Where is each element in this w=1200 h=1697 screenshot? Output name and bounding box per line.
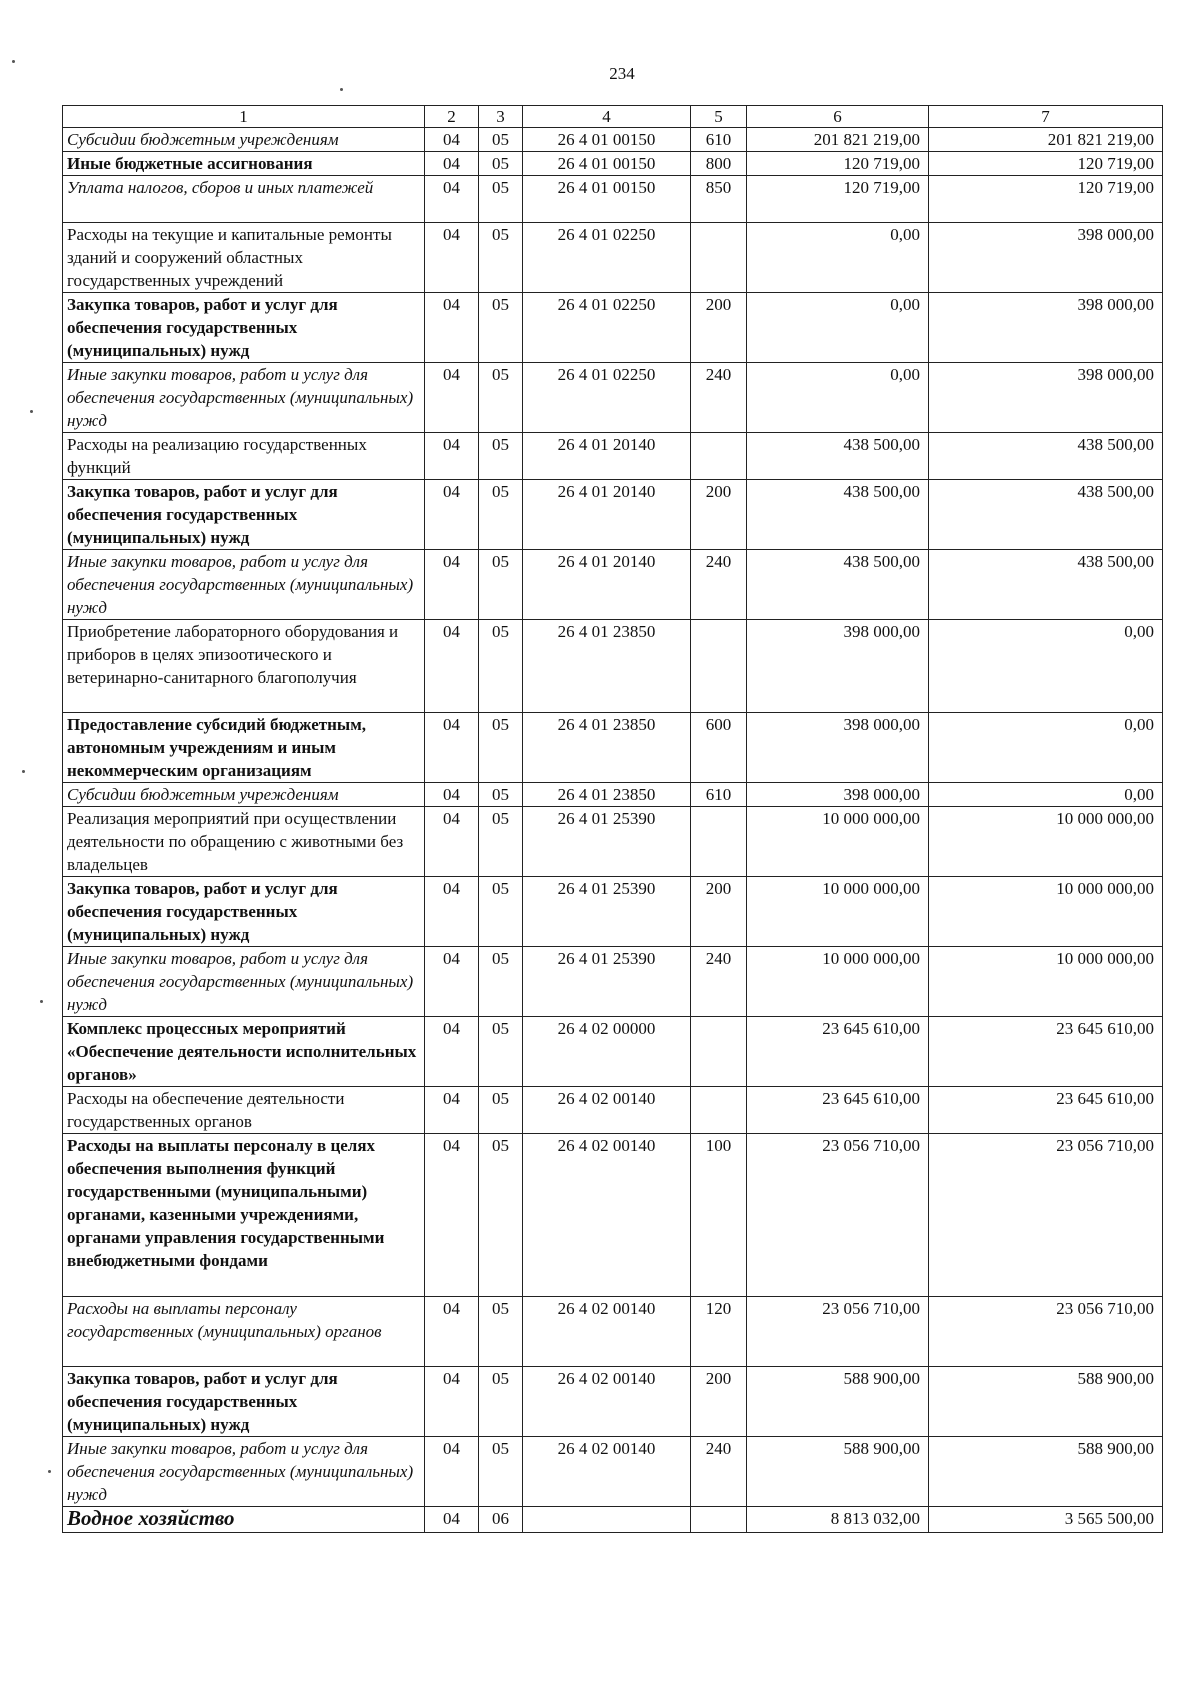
cell-section: 04 — [425, 807, 479, 877]
cell-section: 04 — [425, 1134, 479, 1297]
cell-section: 04 — [425, 713, 479, 783]
cell-target-article: 26 4 01 02250 — [523, 293, 691, 363]
cell-section: 04 — [425, 433, 479, 480]
cell-subsection: 05 — [479, 550, 523, 620]
cell-amount-2: 23 056 710,00 — [929, 1134, 1163, 1297]
cell-amount-2: 10 000 000,00 — [929, 947, 1163, 1017]
cell-amount-2: 398 000,00 — [929, 293, 1163, 363]
cell-name: Иные закупки товаров, работ и услуг для обеспечения государственных (муниципальных) нужд — [63, 947, 425, 1017]
cell-target-article: 26 4 01 20140 — [523, 433, 691, 480]
cell-amount-2: 120 719,00 — [929, 152, 1163, 176]
cell-amount-1: 23 056 710,00 — [747, 1297, 929, 1367]
cell-name: Расходы на реализацию государственных функций — [63, 433, 425, 480]
table-row — [63, 1507, 1163, 1533]
cell-amount-1: 10 000 000,00 — [747, 947, 929, 1017]
cell-subsection: 05 — [479, 783, 523, 807]
cell-name: Расходы на выплаты персоналу государственных (муниципальных) органов — [63, 1297, 425, 1367]
cell-amount-1: 438 500,00 — [747, 480, 929, 550]
page-number: 234 — [609, 64, 635, 83]
header-cell: 4 — [523, 106, 691, 128]
cell-amount-2: 23 645 610,00 — [929, 1017, 1163, 1087]
cell-section: 04 — [425, 550, 479, 620]
table-row — [63, 1087, 1163, 1134]
scan-speck — [340, 88, 343, 91]
cell-target-article: 26 4 02 00140 — [523, 1134, 691, 1297]
cell-subsection: 05 — [479, 480, 523, 550]
cell-subsection: 05 — [479, 363, 523, 433]
scan-speck — [40, 1000, 43, 1003]
cell-section: 04 — [425, 947, 479, 1017]
table-row — [63, 1134, 1163, 1297]
cell-name: Закупка товаров, работ и услуг для обеспечения государственных (муниципальных) нужд — [63, 1367, 425, 1437]
cell-amount-2: 438 500,00 — [929, 550, 1163, 620]
cell-target-article: 26 4 02 00140 — [523, 1437, 691, 1507]
table-row — [63, 877, 1163, 947]
table-row — [63, 363, 1163, 433]
cell-name: Расходы на выплаты персоналу в целях обеспечения выполнения функций государственными (муниципальными) органами, казенными учреждениями, органами управления государственными внебюджетными фондами — [63, 1134, 425, 1297]
cell-expense-type: 200 — [691, 877, 747, 947]
cell-subsection: 06 — [479, 1507, 523, 1533]
table-row — [63, 947, 1163, 1017]
header-cell: 2 — [425, 106, 479, 128]
cell-amount-1: 588 900,00 — [747, 1437, 929, 1507]
table-row — [63, 293, 1163, 363]
cell-name: Приобретение лабораторного оборудования и приборов в целях эпизоотического и ветеринарно-санитарного благополучия — [63, 620, 425, 713]
cell-section: 04 — [425, 128, 479, 152]
cell-section: 04 — [425, 223, 479, 293]
header-cell: 6 — [747, 106, 929, 128]
cell-subsection: 05 — [479, 176, 523, 223]
cell-amount-2: 438 500,00 — [929, 433, 1163, 480]
cell-subsection: 05 — [479, 947, 523, 1017]
cell-amount-1: 120 719,00 — [747, 152, 929, 176]
cell-expense-type: 800 — [691, 152, 747, 176]
cell-name: Иные бюджетные ассигнования — [63, 152, 425, 176]
cell-name: Комплекс процессных мероприятий «Обеспечение деятельности исполнительных органов» — [63, 1017, 425, 1087]
table-row — [63, 620, 1163, 713]
cell-expense-type — [691, 1507, 747, 1533]
cell-expense-type: 240 — [691, 947, 747, 1017]
cell-target-article: 26 4 01 25390 — [523, 947, 691, 1017]
cell-section: 04 — [425, 877, 479, 947]
cell-target-article: 26 4 01 20140 — [523, 480, 691, 550]
header-cell: 5 — [691, 106, 747, 128]
cell-target-article: 26 4 01 25390 — [523, 877, 691, 947]
table-row — [63, 480, 1163, 550]
cell-expense-type: 100 — [691, 1134, 747, 1297]
cell-name: Закупка товаров, работ и услуг для обеспечения государственных (муниципальных) нужд — [63, 877, 425, 947]
cell-expense-type — [691, 1017, 747, 1087]
cell-amount-2: 398 000,00 — [929, 223, 1163, 293]
scan-speck — [22, 770, 25, 773]
cell-expense-type — [691, 807, 747, 877]
cell-section: 04 — [425, 363, 479, 433]
cell-target-article: 26 4 01 23850 — [523, 783, 691, 807]
cell-subsection: 05 — [479, 293, 523, 363]
cell-amount-2: 438 500,00 — [929, 480, 1163, 550]
table-row — [63, 783, 1163, 807]
cell-name: Закупка товаров, работ и услуг для обеспечения государственных (муниципальных) нужд — [63, 293, 425, 363]
cell-name: Предоставление субсидий бюджетным, автономным учреждениям и иным некоммерческим организациям — [63, 713, 425, 783]
cell-target-article: 26 4 02 00140 — [523, 1087, 691, 1134]
table-row — [63, 128, 1163, 152]
cell-amount-1: 438 500,00 — [747, 550, 929, 620]
cell-amount-1: 10 000 000,00 — [747, 807, 929, 877]
cell-target-article: 26 4 01 02250 — [523, 363, 691, 433]
cell-target-article: 26 4 01 02250 — [523, 223, 691, 293]
table-row — [63, 152, 1163, 176]
cell-expense-type: 200 — [691, 293, 747, 363]
cell-name: Расходы на обеспечение деятельности государственных органов — [63, 1087, 425, 1134]
table-row — [63, 713, 1163, 783]
cell-section: 04 — [425, 176, 479, 223]
cell-target-article: 26 4 01 23850 — [523, 620, 691, 713]
cell-amount-1: 398 000,00 — [747, 713, 929, 783]
cell-amount-2: 3 565 500,00 — [929, 1507, 1163, 1533]
table-row — [63, 1437, 1163, 1507]
cell-amount-1: 398 000,00 — [747, 783, 929, 807]
cell-subsection: 05 — [479, 877, 523, 947]
cell-expense-type — [691, 433, 747, 480]
cell-section: 04 — [425, 620, 479, 713]
cell-expense-type: 200 — [691, 1367, 747, 1437]
cell-amount-1: 23 645 610,00 — [747, 1087, 929, 1134]
cell-subsection: 05 — [479, 1437, 523, 1507]
cell-subsection: 05 — [479, 1087, 523, 1134]
cell-expense-type — [691, 1087, 747, 1134]
cell-amount-1: 120 719,00 — [747, 176, 929, 223]
header-cell: 3 — [479, 106, 523, 128]
cell-target-article: 26 4 02 00000 — [523, 1017, 691, 1087]
cell-section: 04 — [425, 293, 479, 363]
cell-amount-1: 0,00 — [747, 363, 929, 433]
cell-amount-2: 0,00 — [929, 783, 1163, 807]
cell-name: Субсидии бюджетным учреждениям — [63, 783, 425, 807]
header-cell: 7 — [929, 106, 1163, 128]
budget-table — [62, 105, 1163, 1533]
cell-subsection: 05 — [479, 807, 523, 877]
cell-section: 04 — [425, 152, 479, 176]
table-row — [63, 1297, 1163, 1367]
cell-section: 04 — [425, 1367, 479, 1437]
table-row — [63, 1367, 1163, 1437]
cell-expense-type: 240 — [691, 550, 747, 620]
cell-amount-1: 23 056 710,00 — [747, 1134, 929, 1297]
cell-section: 04 — [425, 1437, 479, 1507]
cell-expense-type — [691, 620, 747, 713]
cell-expense-type: 610 — [691, 783, 747, 807]
cell-amount-1: 201 821 219,00 — [747, 128, 929, 152]
cell-name: Реализация мероприятий при осуществлении деятельности по обращению с животными без владельцев — [63, 807, 425, 877]
cell-amount-2: 201 821 219,00 — [929, 128, 1163, 152]
cell-name: Закупка товаров, работ и услуг для обеспечения государственных (муниципальных) нужд — [63, 480, 425, 550]
cell-target-article: 26 4 01 25390 — [523, 807, 691, 877]
cell-expense-type: 600 — [691, 713, 747, 783]
cell-amount-1: 0,00 — [747, 223, 929, 293]
table-row — [63, 1017, 1163, 1087]
cell-subsection: 05 — [479, 433, 523, 480]
cell-section: 04 — [425, 1507, 479, 1533]
cell-amount-2: 588 900,00 — [929, 1437, 1163, 1507]
header-row — [63, 106, 1163, 128]
cell-amount-2: 23 645 610,00 — [929, 1087, 1163, 1134]
cell-target-article: 26 4 02 00140 — [523, 1297, 691, 1367]
cell-name: Уплата налогов, сборов и иных платежей — [63, 176, 425, 223]
cell-target-article: 26 4 01 20140 — [523, 550, 691, 620]
cell-name: Иные закупки товаров, работ и услуг для обеспечения государственных (муниципальных) нужд — [63, 550, 425, 620]
cell-amount-2: 398 000,00 — [929, 363, 1163, 433]
cell-subsection: 05 — [479, 1367, 523, 1437]
cell-amount-1: 10 000 000,00 — [747, 877, 929, 947]
cell-section: 04 — [425, 783, 479, 807]
cell-target-article: 26 4 01 00150 — [523, 152, 691, 176]
cell-name: Расходы на текущие и капитальные ремонты зданий и сооружений областных государственных учреждений — [63, 223, 425, 293]
table-body — [63, 106, 1163, 1533]
scan-speck — [12, 60, 15, 63]
cell-amount-1: 8 813 032,00 — [747, 1507, 929, 1533]
cell-amount-2: 588 900,00 — [929, 1367, 1163, 1437]
scan-speck — [30, 410, 33, 413]
cell-target-article: 26 4 02 00140 — [523, 1367, 691, 1437]
cell-name: Субсидии бюджетным учреждениям — [63, 128, 425, 152]
cell-amount-1: 588 900,00 — [747, 1367, 929, 1437]
cell-subsection: 05 — [479, 1134, 523, 1297]
cell-amount-2: 120 719,00 — [929, 176, 1163, 223]
cell-subsection: 05 — [479, 223, 523, 293]
cell-subsection: 05 — [479, 128, 523, 152]
table-row — [63, 807, 1163, 877]
cell-target-article: 26 4 01 00150 — [523, 176, 691, 223]
cell-expense-type: 240 — [691, 363, 747, 433]
cell-amount-2: 23 056 710,00 — [929, 1297, 1163, 1367]
cell-expense-type: 240 — [691, 1437, 747, 1507]
cell-subsection: 05 — [479, 713, 523, 783]
cell-name: Водное хозяйство — [63, 1507, 425, 1533]
cell-section: 04 — [425, 1297, 479, 1367]
cell-amount-2: 0,00 — [929, 713, 1163, 783]
cell-amount-2: 0,00 — [929, 620, 1163, 713]
cell-expense-type — [691, 223, 747, 293]
cell-amount-2: 10 000 000,00 — [929, 807, 1163, 877]
cell-expense-type: 200 — [691, 480, 747, 550]
cell-amount-1: 438 500,00 — [747, 433, 929, 480]
table-row — [63, 223, 1163, 293]
cell-section: 04 — [425, 1017, 479, 1087]
cell-expense-type: 120 — [691, 1297, 747, 1367]
cell-section: 04 — [425, 1087, 479, 1134]
table-row — [63, 550, 1163, 620]
cell-subsection: 05 — [479, 1297, 523, 1367]
table-row — [63, 176, 1163, 223]
header-cell: 1 — [63, 106, 425, 128]
cell-amount-2: 10 000 000,00 — [929, 877, 1163, 947]
cell-subsection: 05 — [479, 152, 523, 176]
cell-target-article: 26 4 01 00150 — [523, 128, 691, 152]
cell-subsection: 05 — [479, 1017, 523, 1087]
cell-name: Иные закупки товаров, работ и услуг для обеспечения государственных (муниципальных) нужд — [63, 363, 425, 433]
cell-amount-1: 23 645 610,00 — [747, 1017, 929, 1087]
cell-target-article — [523, 1507, 691, 1533]
cell-subsection: 05 — [479, 620, 523, 713]
table-row — [63, 433, 1163, 480]
cell-expense-type: 610 — [691, 128, 747, 152]
cell-section: 04 — [425, 480, 479, 550]
cell-name: Иные закупки товаров, работ и услуг для обеспечения государственных (муниципальных) нужд — [63, 1437, 425, 1507]
cell-amount-1: 0,00 — [747, 293, 929, 363]
cell-amount-1: 398 000,00 — [747, 620, 929, 713]
cell-target-article: 26 4 01 23850 — [523, 713, 691, 783]
cell-expense-type: 850 — [691, 176, 747, 223]
scan-speck — [48, 1470, 51, 1473]
